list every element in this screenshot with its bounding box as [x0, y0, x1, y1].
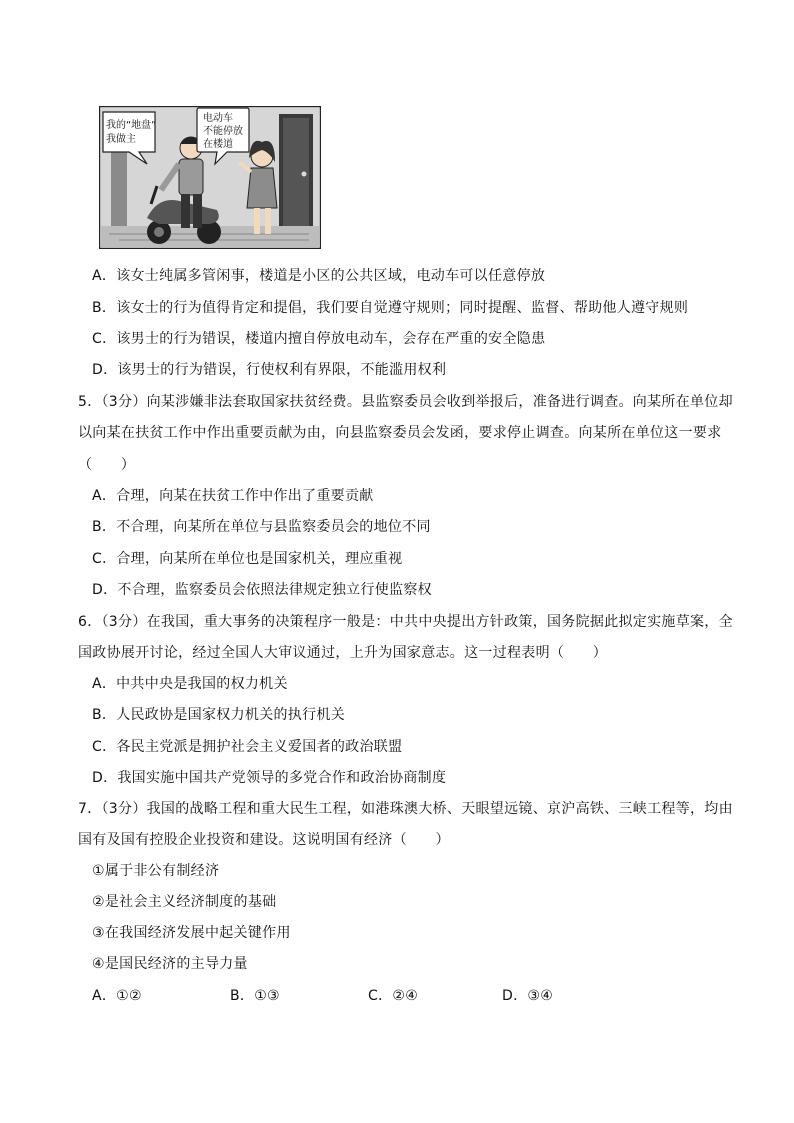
q5-option-a: A．合理，向某在扶贫工作中作出了重要贡献: [92, 488, 374, 504]
q7-statement-1: ①属于非公有制经济: [92, 863, 220, 879]
q5-answer-blank: （ ）: [78, 457, 136, 473]
q5-option-b: B．不合理，向某所在单位与县监察委员会的地位不同: [92, 519, 431, 535]
q6-stem-line-2: 国政协展开讨论，经过全国人大审议通过，上升为国家意志。这一过程表明（ ）: [78, 645, 608, 661]
q6-option-c: C．各民主党派是拥护社会主义爱国者的政治联盟: [92, 739, 403, 755]
q5-option-c: C．合理，向某所在单位也是国家机关，理应重视: [92, 551, 403, 567]
man-bubble-line-2: 我做主: [106, 134, 136, 145]
q6-stem-line-1: 6．（3分）在我国，重大事务的决策程序一般是：中共中央提出方针政策，国务院据此拟定实施草案，全: [78, 614, 733, 630]
woman-bubble-line-1: 电动车: [203, 113, 233, 124]
q7-option-d: D．③④: [502, 988, 554, 1004]
q4-option-b: B．该女士的行为值得肯定和提倡，我们要自觉遵守规则；同时提醒、监督、帮助他人遵守规则: [92, 300, 689, 316]
q7-statement-2: ②是社会主义经济制度的基础: [92, 894, 277, 910]
q6-option-d: D．我国实施中国共产党领导的多党合作和政治协商制度: [92, 770, 447, 786]
q6-option-a: A．中共中央是我国的权力机关: [92, 676, 288, 692]
q7-statement-4: ④是国民经济的主导力量: [92, 956, 248, 972]
q7-option-a: A．①②: [92, 988, 142, 1004]
q7-option-b: B．①③: [230, 988, 280, 1004]
q5-option-d: D．不合理，监察委员会依照法律规定独立行使监察权: [92, 582, 432, 598]
q7-option-c: C．②④: [368, 988, 419, 1004]
q4-option-c: C．该男士的行为错误，楼道内擅自停放电动车，会存在严重的安全隐患: [92, 331, 546, 347]
man-bubble-line-1: 我的“地盘”: [106, 120, 157, 131]
woman-bubble-line-2: 不能停放: [203, 126, 243, 137]
q4-option-d: D．该男士的行为错误，行使权利有界限，不能滥用权利: [92, 362, 447, 378]
woman-bubble-line-3: 在楼道: [203, 139, 233, 150]
q7-options-row: [92, 986, 612, 1006]
cartoon-illustration: [99, 106, 321, 249]
q7-stem-line-2: 国有及国有控股企业投资和建设。这说明国有经济（ ）: [78, 832, 450, 848]
q5-stem-line-1: 5．（3分）向某涉嫌非法套取国家扶贫经费。县监察委员会收到举报后，准备进行调查。向某所在单位却: [78, 394, 733, 410]
q6-option-b: B．人民政协是国家权力机关的执行机关: [92, 707, 346, 723]
q7-stem-line-1: 7．（3分）我国的战略工程和重大民生工程，如港珠澳大桥、天眼望远镜、京沪高铁、三峡工程等，均由: [78, 801, 733, 817]
q7-statement-3: ③在我国经济发展中起关键作用: [92, 925, 291, 941]
q5-stem-line-2: 以向某在扶贫工作中作出重要贡献为由，向县监察委员会发函，要求停止调查。向某所在单位这一要求: [78, 425, 722, 441]
q4-option-a: A．该女士纯属多管闲事，楼道是小区的公共区域，电动车可以任意停放: [92, 268, 546, 284]
